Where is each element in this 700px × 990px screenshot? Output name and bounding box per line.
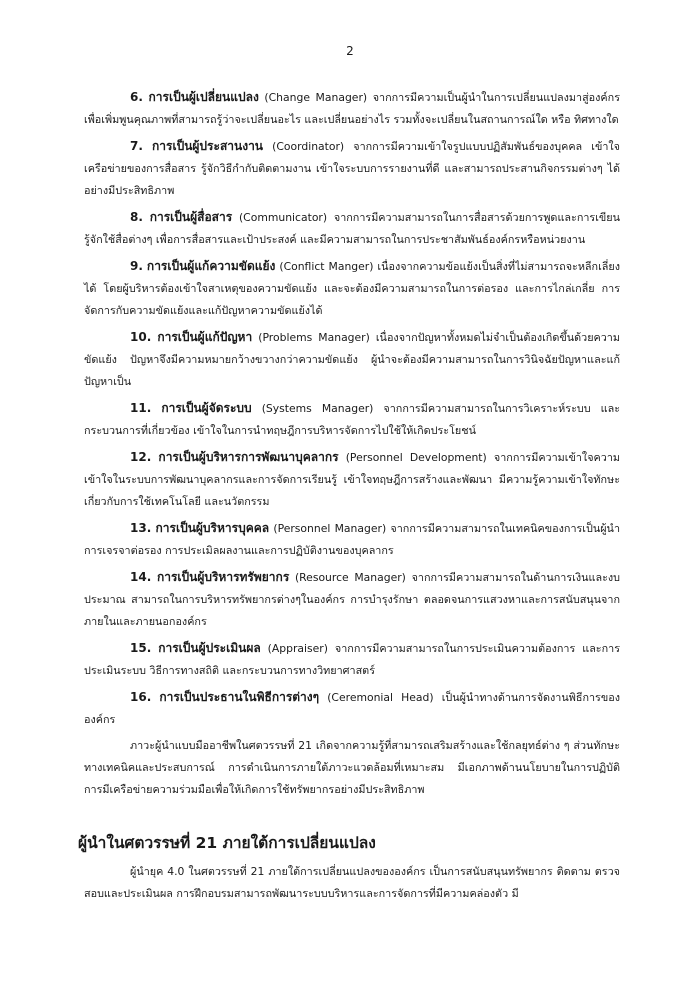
role-item-number: 8. — [130, 210, 143, 224]
role-item-title: การเป็นผู้บริหารการพัฒนาบุคลากร — [158, 450, 339, 464]
role-item — [84, 397, 620, 442]
role-item-number: 11. — [130, 401, 152, 415]
role-item — [84, 446, 620, 513]
role-item — [84, 566, 620, 633]
role-list — [84, 86, 620, 731]
role-item — [84, 686, 620, 731]
role-item-title: การเป็นผู้แก้ปัญหา — [157, 330, 253, 344]
role-item — [84, 135, 620, 202]
role-item-text: (Ceremonial Head) เป็นผู้นำทางด้านการจัดงานพิธีการขององค์กร — [84, 691, 620, 726]
role-item-text: (Appraiser) จากการมีความสามารถในการประเมินความต้องการ และการประเมินระบบ วิธีการทางสถิติ และกระบวนการทางวิทยาศาสตร์ — [84, 642, 621, 677]
role-item-title: การเป็นผู้บริหารทรัพยากร — [156, 570, 290, 584]
role-item — [84, 206, 620, 251]
role-item-title: การเป็นประธานในพิธีการต่างๆ — [159, 690, 320, 704]
role-item-text: (Personnel Development) จากการมีความเข้าใจความ เข้าใจในระบบการพัฒนาบุคลากรและการจัดการเรียนรู้ เข้าใจทฤษฎีการสร้างและพัฒนา มีความรู้ความเข้าใจทักษะเกี่ยวกับการใช้เทคโนโลยี และนวัตกรรม — [84, 451, 620, 508]
document-body — [78, 86, 621, 905]
role-item — [84, 86, 620, 131]
role-item-text: (Conflict Manger) เนื่องจากความข้อแย้งเป็นสิ่งที่ไม่สามารถจะหลีกเลี่ยงได้ โดยผู้บริหารต้องเข้าใจสาเหตุของความขัดแย้ง และจะต้องมีความสามารถในการต่อรอง และการไกล่เกลี่ย การจัดการกับความขัดแย้งและแก้ปัญหาความขัดแย้งได้ — [84, 260, 620, 317]
summary-paragraph: ภาวะผู้นำแบบมืออาชีพในศตวรรษที่ 21 เกิดจากความรู้ที่สามารถเสริมสร้างและใช้กลยุทธ์ต่าง ๆ ส่วนทักษะทางเทคนิคและประสบการณ์ การดำเนินการภายใต้ภาวะแวดล้อมที่เหมาะสม มีเอกภาพด้านนโยบายในการปฏิบัติ การมีเครือข่ายความร่วมมือเพื่อให้เกิดการใช้ทรัพยากรอย่างมีประสิทธิภาพ — [84, 739, 620, 796]
section-paragraph: ผู้นำยุค 4.0 ในศตวรรษที่ 21 ภายใต้การเปลี่ยนแปลงขององค์กร เป็นการสนับสนุนทรัพยากร ติดตาม ตรวจสอบและประเมินผล การฝึกอบรมสามารถพัฒนาระบบบริหารและการจัดการที่มีความคล่องตัว มี — [84, 865, 620, 900]
role-item-text: (Resource Manager) จากการมีความสามารถในด้านการเงินและงบประมาณ สามารถในการบริหารทรัพยากรต่างๆในองค์กร การบำรุงรักษา ตลอดจนการแสวงหาและการสนับสนุนจากภายในและภายนอกองค์กร — [84, 571, 620, 628]
role-item-number: 7. — [130, 139, 143, 153]
role-item-title: การเป็นผู้บริหารบุคคล — [155, 521, 270, 535]
section-heading: ผู้นำในศตวรรษที่ 21 ภายใต้การเปลี่ยนแปลง — [78, 834, 376, 852]
role-item — [84, 637, 620, 682]
role-item-number: 15. — [130, 641, 152, 655]
role-item-title: การเป็นผู้ประเมินผล — [158, 641, 261, 655]
role-item-title: การเป็นผู้ประสานงาน — [152, 139, 264, 153]
role-item — [84, 517, 620, 562]
role-item-text: (Systems Manager) จากการมีความสามารถในการวิเคราะห์ระบบ และกระบวนการที่เกี่ยวข้อง เข้าใจในการนำทฤษฎีการบริหารจัดการไปใช้ให้เกิดประโยชน์ — [84, 402, 620, 437]
role-item-title: การเป็นผู้แก้ความขัดแย้ง — [146, 259, 276, 273]
role-item-number: 12. — [130, 450, 152, 464]
role-item-title: การเป็นผู้เปลี่ยนแปลง — [148, 90, 259, 104]
role-item-text: (Problems Manager) เนื่องจากปัญหาทั้งหมดไม่จำเป็นต้องเกิดขึ้นด้วยความขัดแย้ง ปัญหาจึงมีความหมายกว้างขวางกว่าความขัดแย้ง ผู้นำจะต้องมีความสามารถในการวินิจฉัยปัญหาและแก้ปัญหาเป็น — [84, 331, 620, 388]
role-item — [84, 326, 620, 393]
role-item-title: การเป็นผู้สื่อสาร — [149, 210, 233, 224]
role-item-number: 9. — [130, 259, 143, 273]
role-item-text: (Change Manager) จากการมีความเป็นผู้นำในการเปลี่ยนแปลงมาสู่องค์กรเพื่อเพิ่มพูนคุณภาพที่สามารถรู้ว่าจะเปลี่ยนอะไร และเปลี่ยนอย่างไร รวมทั้งจะเปลี่ยนในสถานการณ์ใด หรือ ทิศทางใด — [84, 91, 620, 126]
role-item-number: 13. — [130, 521, 152, 535]
role-item-text: (Personnel Manager) จากการมีความสามารถในเทคนิคของการเป็นผู้นำ การเจรจาต่อรอง การประเมิลผลงานและการปฏิบัติงานของบุคลากร — [84, 522, 621, 557]
role-item-number: 16. — [130, 690, 152, 704]
role-item-text: (Communicator) จากการมีความสามารถในการสื่อสารด้วยการพูดและการเขียน รู้จักใช้สื่อต่างๆ เพื่อการสื่อสารและเป้าประสงค์ และมีความสามารถในการประชาสัมพันธ์องค์กรหรือหน่วยงาน — [84, 211, 620, 246]
role-item — [84, 255, 620, 322]
role-item-text: (Coordinator) จากการมีความเข้าใจรูปแบบปฏิสัมพันธ์ของบุคคล เข้าใจ เครือข่ายของการสื่อสาร รู้จักวิธีกำกับติดตามงาน เข้าใจระบบการรายงานที่ดี และสามารถประสานกิจกรรมต่างๆ ได้อย่างมีประสิทธิภาพ — [84, 140, 620, 197]
page-number: 2 — [346, 44, 354, 58]
role-item-number: 10. — [130, 330, 152, 344]
role-item-number: 14. — [130, 570, 152, 584]
role-item-title: การเป็นผู้จัดระบบ — [161, 401, 252, 415]
role-item-number: 6. — [130, 90, 143, 104]
